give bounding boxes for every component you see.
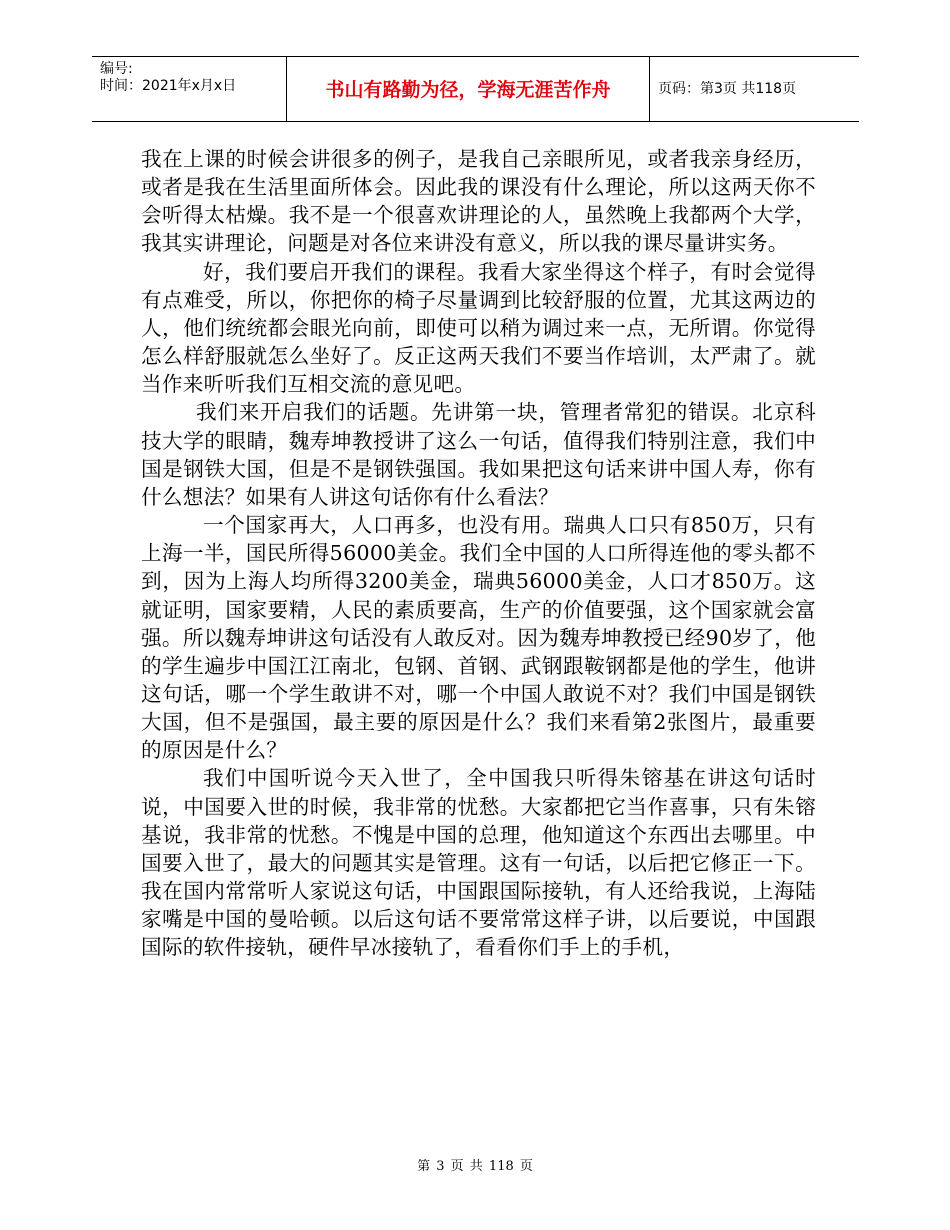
paragraph: 一个国家再大，人口再多，也没有用。瑞典人口只有850万，只有上海一半，国民所得56000美金。我们全中国的人口所得连他的零头都不到，因为上海人均所得3200美金，瑞典56000美金，人口才850万。这就证明，国家要精，人民的素质要高，生产的价值要强，这个国家就会富强。所以魏寿坤讲这句话没有人敢反对。因为魏寿坤教授已经90岁了，他的学生遍步中国江江南北，包钢、首钢、武钢跟鞍钢都是他的学生，他讲这句话，哪一个学生敢讲不对，哪一个中国人敢说不对？我们中国是钢铁大国，但不是强国，最主要的原因是什么？我们来看第2张图片，最重要的原因是什么？ [141, 513, 816, 763]
document-body [141, 145, 816, 962]
header-divider [649, 57, 650, 121]
header-table [92, 56, 859, 122]
paragraph: 我们来开启我们的话题。先讲第一块，管理者常犯的错误。北京科技大学的眼睛，魏寿坤教授讲了这么一句话，值得我们特别注意，我们中国是钢铁大国，但是不是钢铁强国。我如果把这句话来讲中国人寿，你有什么想法？如果有人讲这句话你有什么看法？ [141, 400, 816, 509]
document-time-label: 时间：2021年x月x日 [100, 78, 237, 94]
page-footer: 第 3 页 共 118 页 [417, 1159, 533, 1174]
paragraph: 我在上课的时候会讲很多的例子，是我自己亲眼所见，或者我亲身经历，或者是我在生活里面所体会。因此我的课没有什么理论，所以这两天你不会听得太枯燥。我不是一个很喜欢讲理论的人，虽然晚上我都两个大学，我其实讲理论，问题是对各位来讲没有意义，所以我的课尽量讲实务。 [141, 147, 816, 256]
paragraph: 好，我们要启开我们的课程。我看大家坐得这个样子，有时会觉得有点难受，所以，你把你的椅子尽量调到比较舒服的位置，尤其这两边的人，他们统统都会眼光向前，即使可以稍为调过来一点，无所谓。你觉得怎么样舒服就怎么坐好了。反正这两天我们不要当作培训，太严肃了。就当作来听听我们互相交流的意见吧。 [141, 259, 816, 397]
document-code-label: 编号: [100, 61, 133, 77]
header-motto: 书山有路勤为径，学海无涯苦作舟 [325, 79, 611, 101]
paragraph: 我们中国听说今天入世了，全中国我只听得朱镕基在讲这句话时说，中国要入世的时候，我非常的忧愁。大家都把它当作喜事，只有朱镕基说，我非常的忧愁。不愧是中国的总理，他知道这个东西出去哪里。中国要入世了，最大的问题其实是管理。这有一句话，以后把它修正一下。我在国内常常听人家说这句话，中国跟国际接轨，有人还给我说，上海陆家嘴是中国的曼哈顿。以后这句话不要常常这样子讲，以后要说，中国跟国际的软件接轨，硬件早冰接轨了，看看你们手上的手机， [141, 766, 816, 960]
header-page-info: 页码：第3页 共118页 [658, 81, 797, 97]
